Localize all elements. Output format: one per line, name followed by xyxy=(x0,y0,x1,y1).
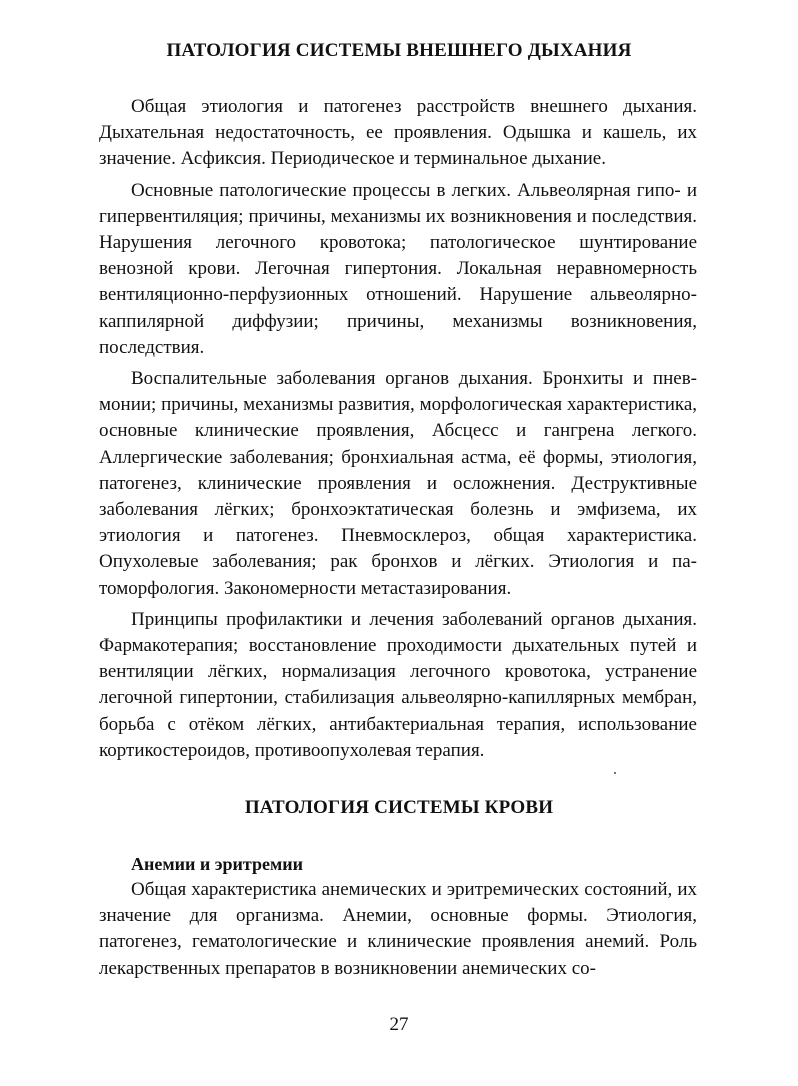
paragraph: Воспалительные заболевания органов дыхания. Бронхиты и пневмонии; причины, механизмы развития, морфологическая характеристика, основные клинические проявления, Абсцесс и гангрена легкого. Аллергические заболевания; бронхиальная астма, её формы, этиология, патогенез, клинические проявления и осложнения. Деструктивные заболевания лёгких; бронхоэктатическая болезнь и эмфизема, их этиология и патогенез. Пневмосклероз, общая характеристика. Опухолевые заболевания; рак бронхов и лёгких. Этиология и патоморфология. Закономерности метастазирования. xyxy=(99,368,697,599)
print-speck xyxy=(614,772,616,774)
paragraph: Принципы профилактики и лечения заболеваний органов дыхания. Фармакотерапия; восстановление проходимости дыхательных путей и вентиляции лёгких, нормализация легочного кровотока, устранение легочной гипертонии, стабилизация альвеолярно-капиллярных мембран, борьба с отёком лёгких, антибактериальная терапия, использование кортикостероидов, противоопухолевая терапия. xyxy=(99,608,697,761)
paragraph: Общая этиология и патогенез расстройств внешнего дыхания. Дыхательная недостаточность, ее проявления. Одышка и кашель, их значение. Асфиксия. Периодическое и терминальное дыхание. xyxy=(99,96,697,170)
section-body-blood xyxy=(99,877,697,982)
section-heading-respiratory: ПАТОЛОГИЯ СИСТЕМЫ ВНЕШНЕГО ДЫХАНИЯ xyxy=(166,40,632,61)
page-number: 27 xyxy=(389,1014,409,1035)
section-heading-blood: ПАТОЛОГИЯ СИСТЕМЫ КРОВИ xyxy=(244,797,554,818)
subsection-heading: Анемии и эритремии xyxy=(131,854,303,874)
paragraph: Общая характеристика анемических и эритремических состояний, их значение для организма. Анемии, основные формы. Этиология, патогенез, гематологические и клинические проявления анемий. Роль лекарственных препаратов в возникновении анемических со- xyxy=(99,879,697,979)
section-body-respiratory xyxy=(99,94,697,764)
paragraph: Основные патологические процессы в легких. Альвеолярная гипо- и гипервентиляция; причины, механизмы их возникновения и последствия. Нарушения легочного кровотока; патологическое шунтирование венозной крови. Легочная гипертония. Локальная неравномерность вентиляционно-перфузионных отношений. Нарушение альвеолярно-каппилярной диффузии; причины, механизмы возникновения, последствия. xyxy=(99,179,697,358)
